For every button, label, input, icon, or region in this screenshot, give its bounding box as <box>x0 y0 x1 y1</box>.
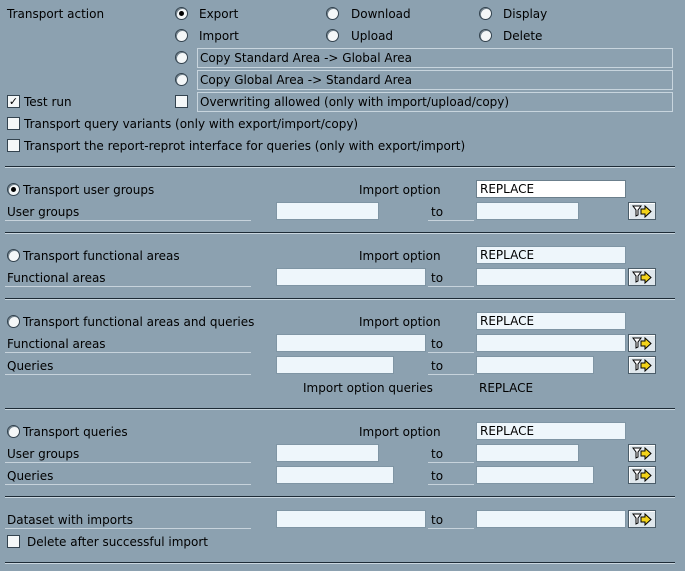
aq-queries-to-input[interactable] <box>476 356 594 374</box>
label-underline <box>428 462 474 463</box>
queries-label: Queries <box>7 359 54 373</box>
transport-interface-checkbox[interactable] <box>7 139 20 152</box>
transport-areas-and-queries-label[interactable]: Transport functional areas and queries <box>23 315 255 329</box>
multiple-selection-icon <box>632 447 652 460</box>
user-groups-label: User groups <box>7 205 80 219</box>
user-groups-to-input[interactable] <box>476 202 579 220</box>
label-underline <box>5 528 251 529</box>
aq-functional-areas-from-input[interactable] <box>276 334 426 352</box>
functional-areas-label: Functional areas <box>7 337 106 351</box>
test-run-checkbox[interactable] <box>7 95 20 108</box>
queries-label: Queries <box>7 469 54 483</box>
user-groups-multiple-selection-button[interactable] <box>628 202 656 220</box>
aq-functional-areas-multiple-selection-button[interactable] <box>628 334 656 352</box>
import-option-queries-value: REPLACE <box>479 381 534 395</box>
to-label: to <box>431 447 444 461</box>
queries-import-option-input[interactable]: REPLACE <box>476 422 626 440</box>
checkmark-icon: ✓ <box>8 95 19 108</box>
radio-import-label[interactable]: Import <box>199 29 239 43</box>
dataset-with-imports-label: Dataset with imports <box>7 513 133 527</box>
label-underline <box>428 374 474 375</box>
multiple-selection-icon <box>632 205 652 218</box>
radio-display[interactable] <box>479 7 492 20</box>
label-underline <box>5 352 251 353</box>
transport-query-variants-checkbox[interactable] <box>7 117 20 130</box>
to-label: to <box>431 469 444 483</box>
q-user-groups-to-input[interactable] <box>476 444 579 462</box>
radio-import[interactable] <box>175 29 188 42</box>
transport-interface-label[interactable]: Transport the report-reprot interface for queries (only with export/import) <box>24 139 466 153</box>
label-underline <box>428 484 474 485</box>
delete-after-import-checkbox[interactable] <box>7 535 20 548</box>
separator <box>5 298 675 300</box>
to-label: to <box>431 359 444 373</box>
multiple-selection-icon <box>632 359 652 372</box>
radio-transport-functional-areas[interactable] <box>7 249 20 262</box>
import-option-label: Import option <box>359 183 441 197</box>
radio-transport-areas-and-queries[interactable] <box>7 315 20 328</box>
label-underline <box>428 528 474 529</box>
user-groups-import-option-input[interactable]: REPLACE <box>476 180 626 198</box>
transport-queries-label[interactable]: Transport queries <box>23 425 128 439</box>
dataset-from-input[interactable] <box>276 510 426 528</box>
overwriting-allowed-checkbox[interactable] <box>175 95 188 108</box>
to-label: to <box>431 205 444 219</box>
radio-copy-standard-to-global[interactable] <box>175 51 188 64</box>
user-groups-from-input[interactable] <box>276 202 379 220</box>
radio-display-label[interactable]: Display <box>503 7 548 21</box>
radio-delete[interactable] <box>479 29 492 42</box>
q-user-groups-from-input[interactable] <box>276 444 379 462</box>
radio-download-label[interactable]: Download <box>351 7 411 21</box>
overwriting-allowed-label[interactable]: Overwriting allowed (only with import/upload/copy) <box>197 92 673 112</box>
to-label: to <box>431 271 444 285</box>
multiple-selection-icon <box>632 337 652 350</box>
radio-upload-label[interactable]: Upload <box>351 29 394 43</box>
import-option-label: Import option <box>359 249 441 263</box>
radio-transport-user-groups[interactable] <box>7 183 20 196</box>
multiple-selection-icon <box>632 513 652 526</box>
separator <box>5 496 675 498</box>
radio-download[interactable] <box>326 7 339 20</box>
transport-functional-areas-label[interactable]: Transport functional areas <box>23 249 180 263</box>
transport-query-variants-label[interactable]: Transport query variants (only with export/import/copy) <box>24 117 359 131</box>
functional-areas-import-option-input[interactable]: REPLACE <box>476 246 626 264</box>
transport-user-groups-label[interactable]: Transport user groups <box>23 183 155 197</box>
areas-queries-import-option-input[interactable]: REPLACE <box>476 312 626 330</box>
label-underline <box>428 352 474 353</box>
label-underline <box>5 462 251 463</box>
label-underline <box>5 484 251 485</box>
transport-action-label: Transport action <box>7 7 105 21</box>
test-run-label[interactable]: Test run <box>24 95 72 109</box>
to-label: to <box>431 337 444 351</box>
separator <box>5 232 675 234</box>
functional-areas-multiple-selection-button[interactable] <box>628 268 656 286</box>
q-user-groups-multiple-selection-button[interactable] <box>628 444 656 462</box>
aq-queries-from-input[interactable] <box>276 356 394 374</box>
radio-copy-global-to-standard[interactable] <box>175 73 188 86</box>
q-queries-multiple-selection-button[interactable] <box>628 466 656 484</box>
aq-queries-multiple-selection-button[interactable] <box>628 356 656 374</box>
radio-transport-queries[interactable] <box>7 425 20 438</box>
label-underline <box>5 220 251 221</box>
q-queries-to-input[interactable] <box>476 466 594 484</box>
radio-upload[interactable] <box>326 29 339 42</box>
aq-functional-areas-to-input[interactable] <box>476 334 626 352</box>
multiple-selection-icon <box>632 469 652 482</box>
label-underline <box>428 220 474 221</box>
separator <box>5 562 675 564</box>
label-underline <box>5 374 251 375</box>
to-label: to <box>431 513 444 527</box>
import-option-label: Import option <box>359 425 441 439</box>
dataset-to-input[interactable] <box>476 510 626 528</box>
radio-delete-label[interactable]: Delete <box>503 29 543 43</box>
copy-standard-to-global-label[interactable]: Copy Standard Area -> Global Area <box>197 48 673 68</box>
copy-global-to-standard-label[interactable]: Copy Global Area -> Standard Area <box>197 70 673 90</box>
functional-areas-from-input[interactable] <box>276 268 426 286</box>
q-queries-from-input[interactable] <box>276 466 394 484</box>
label-underline <box>428 286 474 287</box>
multiple-selection-icon <box>632 271 652 284</box>
radio-export[interactable] <box>175 7 188 20</box>
dataset-multiple-selection-button[interactable] <box>628 510 656 528</box>
import-option-queries-label: Import option queries <box>303 381 433 395</box>
user-groups-label: User groups <box>7 447 80 461</box>
import-option-label: Import option <box>359 315 441 329</box>
functional-areas-label: Functional areas <box>7 271 106 285</box>
label-underline <box>5 286 251 287</box>
separator <box>5 408 675 410</box>
functional-areas-to-input[interactable] <box>476 268 626 286</box>
radio-export-label[interactable]: Export <box>199 7 239 21</box>
separator <box>5 166 675 168</box>
delete-after-import-label[interactable]: Delete after successful import <box>27 535 208 549</box>
